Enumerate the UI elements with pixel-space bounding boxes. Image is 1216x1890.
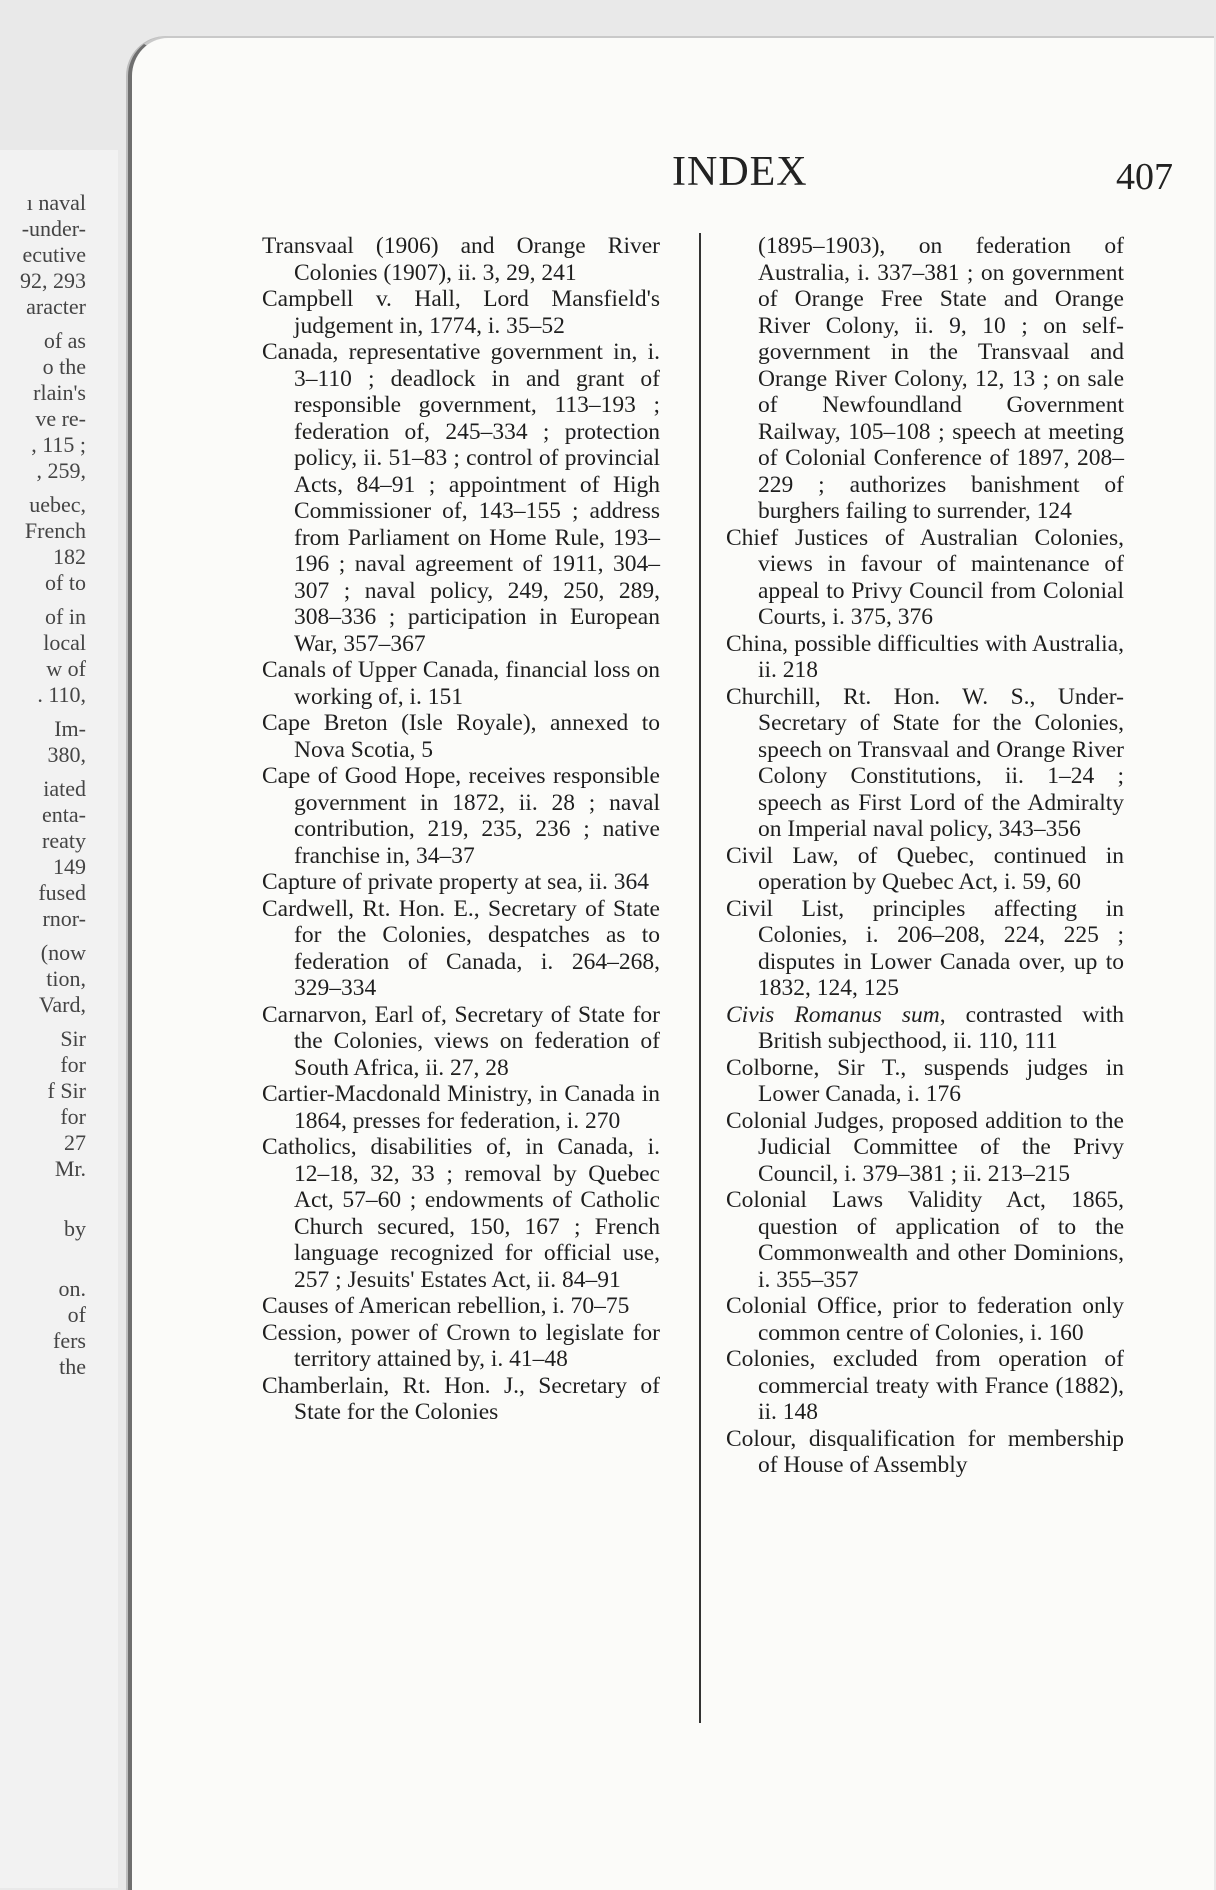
- index-entry: Colonial Judges, proposed addition to the Judicial Committee of the Privy Council, i. 379–381 ; ii. 213–215: [726, 1107, 1124, 1187]
- prev-page-line: of in: [45, 604, 86, 629]
- index-entry: China, possible difficulties with Australia, ii. 218: [726, 630, 1124, 683]
- prev-page-line: , 115 ;: [31, 432, 86, 457]
- index-entry: Carnarvon, Earl of, Secretary of State for the Colonies, views on federation of South Africa, ii. 27, 28: [262, 1001, 660, 1081]
- prev-page-line: French: [24, 518, 86, 543]
- index-entry: Colonies, excluded from operation of commercial treaty with France (1882), ii. 148: [726, 1346, 1124, 1425]
- prev-page-line: 92, 293: [20, 268, 86, 293]
- prev-page-line: tion,: [46, 966, 86, 991]
- index-entry: Cape of Good Hope, receives responsible government in 1872, ii. 28 ; naval contribution, 219, 235, 236 ; native franchise in, 34–37: [262, 763, 660, 869]
- prev-page-line: on.: [58, 1276, 86, 1301]
- prev-page-line: ecutive: [22, 242, 86, 267]
- prev-page-line: local: [43, 630, 86, 655]
- prev-page-line: uebec,: [29, 492, 86, 517]
- prev-page-line: ı naval: [26, 190, 86, 215]
- prev-page-line: rlain's: [33, 380, 86, 405]
- prev-page-line: Im-: [54, 716, 86, 741]
- prev-page-line: rnor-: [42, 906, 86, 931]
- prev-page-line: by: [64, 1216, 86, 1241]
- prev-page-line: 27: [64, 1130, 86, 1155]
- index-entry: Causes of American rebellion, i. 70–75: [262, 1293, 630, 1319]
- index-entry: Cape Breton (Isle Royale), annexed to Nova Scotia, 5: [262, 710, 660, 763]
- index-page: [128, 36, 1214, 1890]
- prev-page-line: Sir: [60, 1026, 86, 1051]
- prev-page-line: , 259,: [36, 458, 86, 483]
- prev-page-line: iated: [43, 776, 86, 801]
- page-title: INDEX: [672, 149, 808, 195]
- prev-page-line: fers: [53, 1328, 86, 1353]
- right-column: [726, 233, 1124, 1479]
- index-entry: Transvaal (1906) and Orange River Colonies (1907), ii. 3, 29, 241: [262, 233, 660, 286]
- index-entry: (1895–1903), on federation of Australia, i. 337–381 ; on government of Orange Free State and Orange River Colony, ii. 9, 10 ; on self-government in the Transvaal and Orange River Colony, 12, 13 ; on sale of Newfoundland Government Railway, 105–108 ; speech at meeting of Colonial Conference of 1897, 208–229 ; authorizes banishment of burghers failing to surrender, 124: [758, 233, 1124, 524]
- prev-page-line: 182: [53, 544, 86, 569]
- prev-page-line: fused: [38, 880, 86, 905]
- index-entry: Campbell v. Hall, Lord Mansfield's judgement in, 1774, i. 35–52: [262, 286, 660, 339]
- prev-page-line: enta-: [42, 802, 86, 827]
- index-entry: Colonial Office, prior to federation only common centre of Colonies, i. 160: [726, 1293, 1124, 1346]
- prev-page-line: the: [59, 1354, 86, 1379]
- prev-page-line: 380,: [47, 742, 86, 767]
- prev-page-line: (now: [40, 940, 86, 965]
- prev-page-line: ve re-: [35, 406, 86, 431]
- index-entry: Civis Romanus sum, contrasted with British subjecthood, ii. 110, 111: [726, 1001, 1124, 1054]
- previous-page-edge: [0, 150, 118, 1888]
- prev-page-line: of as: [43, 328, 86, 353]
- prev-page-line: aracter: [26, 294, 86, 319]
- index-entry: Churchill, Rt. Hon. W. S., Under-Secretary of State for the Colonies, speech on Transvaal and Orange River Colony Constitutions, ii. 1–24 ; speech as First Lord of the Admiralty on Imperial naval policy, 343–356: [726, 683, 1124, 842]
- prev-page-line: 149: [53, 854, 86, 879]
- index-entry: Catholics, disabilities of, in Canada, i. 12–18, 32, 33 ; removal by Quebec Act, 57–60 ; endowments of Catholic Church secured, 150, 167 ; French language recognized for official use, 257 ; Jesuits' Estates Act, ii. 84–91: [262, 1134, 660, 1293]
- index-entry: Canada, representative government in, i. 3–110 ; deadlock in and grant of responsible government, 113–193 ; federation of, 245–334 ; protection policy, ii. 51–83 ; control of provincial Acts, 84–91 ; appointment of High Commissioner of, 143–155 ; address from Parliament on Home Rule, 193–196 ; naval agreement of 1911, 304–307 ; naval policy, 249, 250, 289, 308–336 ; participation in European War, 357–367: [262, 339, 660, 657]
- index-entry: Colonial Laws Validity Act, 1865, question of application of to the Commonwealth and other Dominions, i. 355–357: [726, 1187, 1124, 1293]
- prev-page-line: for: [60, 1104, 86, 1129]
- index-entry: Civil List, principles affecting in Colonies, i. 206–208, 224, 225 ; disputes in Lower Canada over, up to 1832, 124, 125: [726, 895, 1124, 1001]
- page-number: 407: [1116, 156, 1173, 198]
- prev-page-line: of: [67, 1302, 86, 1327]
- index-entry: Cartier-Macdonald Ministry, in Canada in 1864, presses for federation, i. 270: [262, 1081, 660, 1134]
- prev-page-line: Vard,: [38, 992, 86, 1017]
- index-entry: Canals of Upper Canada, financial loss on working of, i. 151: [262, 657, 660, 710]
- left-column: [262, 233, 660, 1426]
- index-entry: Capture of private property at sea, ii. 364: [262, 869, 649, 895]
- prev-page-line: w of: [46, 656, 86, 681]
- prev-page-line: for: [60, 1052, 86, 1077]
- index-entry: Colour, disqualification for membership of House of Assembly: [726, 1425, 1124, 1478]
- prev-page-line: Mr.: [54, 1156, 86, 1181]
- index-entry: Colborne, Sir T., suspends judges in Lower Canada, i. 176: [726, 1054, 1124, 1107]
- prev-page-line: reaty: [42, 828, 86, 853]
- prev-page-line: f Sir: [47, 1078, 86, 1103]
- prev-page-line: -under-: [21, 216, 86, 241]
- index-entry: Cardwell, Rt. Hon. E., Secretary of State for the Colonies, despatches as to federation of Canada, i. 264–268, 329–334: [262, 895, 660, 1001]
- prev-page-line: of to: [45, 570, 86, 595]
- index-entry: Cession, power of Crown to legislate for territory attained by, i. 41–48: [262, 1319, 660, 1372]
- prev-page-line: o the: [42, 354, 86, 379]
- index-entry: Civil Law, of Quebec, continued in operation by Quebec Act, i. 59, 60: [726, 842, 1124, 895]
- column-divider: [699, 233, 701, 1723]
- latin-phrase: Civis Romanus sum: [726, 1001, 940, 1028]
- prev-page-line: . 110,: [37, 682, 86, 707]
- index-entry: Chamberlain, Rt. Hon. J., Secretary of State for the Colonies: [262, 1372, 660, 1425]
- index-entry: Chief Justices of Australian Colonies, views in favour of maintenance of appeal to Privy Council from Colonial Courts, i. 375, 376: [726, 524, 1124, 630]
